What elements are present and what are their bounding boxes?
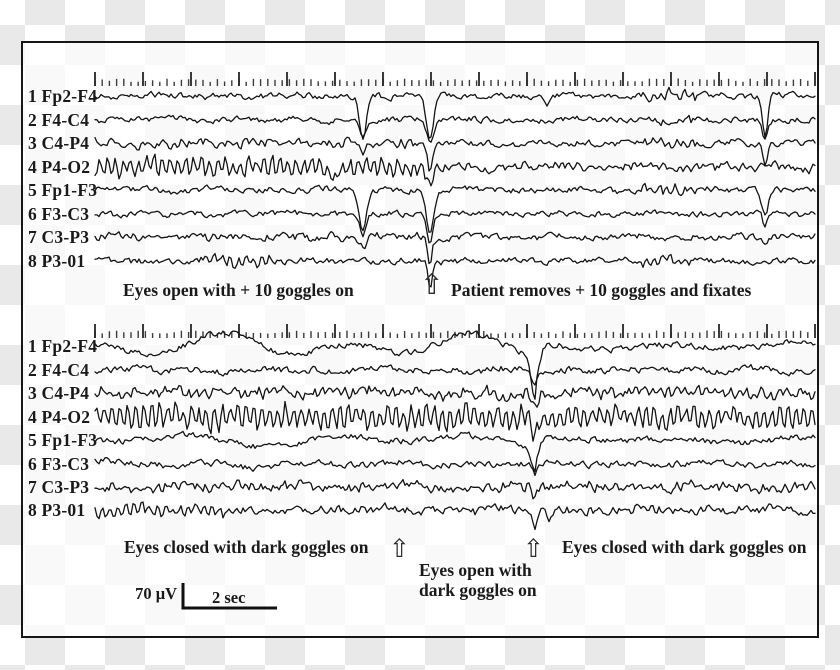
channel-label-bottom-6: 6 F3-C3 [28,454,90,474]
caption-eyes-closed-left: Eyes closed with dark goggles on [124,537,369,557]
channel-label-bottom-3: 3 C4-P4 [28,383,90,403]
channel-label-top-2: 2 F4-C4 [28,110,90,130]
channel-label-top-7: 7 C3-P3 [28,227,90,247]
channel-label-top-6: 6 F3-C3 [28,204,90,224]
caption-eyes-closed-right: Eyes closed with dark goggles on [562,537,807,557]
up-arrow-icon: ⇧ [523,534,544,563]
channel-label-bottom-4: 4 P4-O2 [28,407,91,427]
channel-label-top-4: 4 P4-O2 [28,157,91,177]
caption-removes-goggles: Patient removes + 10 goggles and fixates [451,280,752,300]
channel-label-top-1: 1 Fp2-F4 [28,86,98,106]
up-arrow-icon: ⇧ [420,268,444,301]
caption-eyes-open-goggles: Eyes open with + 10 goggles on [123,280,354,300]
up-arrow-icon: ⇧ [389,534,410,563]
caption-eyes-open-dark-line2: dark goggles on [419,580,537,600]
channel-label-top-5: 5 Fp1-F3 [28,180,98,200]
channel-label-bottom-2: 2 F4-C4 [28,360,90,380]
channel-label-bottom-5: 5 Fp1-F3 [28,430,98,450]
time-scale-label: 2 sec [212,588,246,607]
voltage-scale-label: 70 μV [135,584,177,603]
caption-eyes-open-dark-line1: Eyes open with [419,560,532,580]
channel-label-bottom-7: 7 C3-P3 [28,477,90,497]
channel-label-top-3: 3 C4-P4 [28,133,90,153]
channel-label-bottom-1: 1 Fp2-F4 [28,336,98,356]
channel-label-top-8: 8 P3-01 [28,251,86,271]
channel-label-bottom-8: 8 P3-01 [28,500,86,520]
